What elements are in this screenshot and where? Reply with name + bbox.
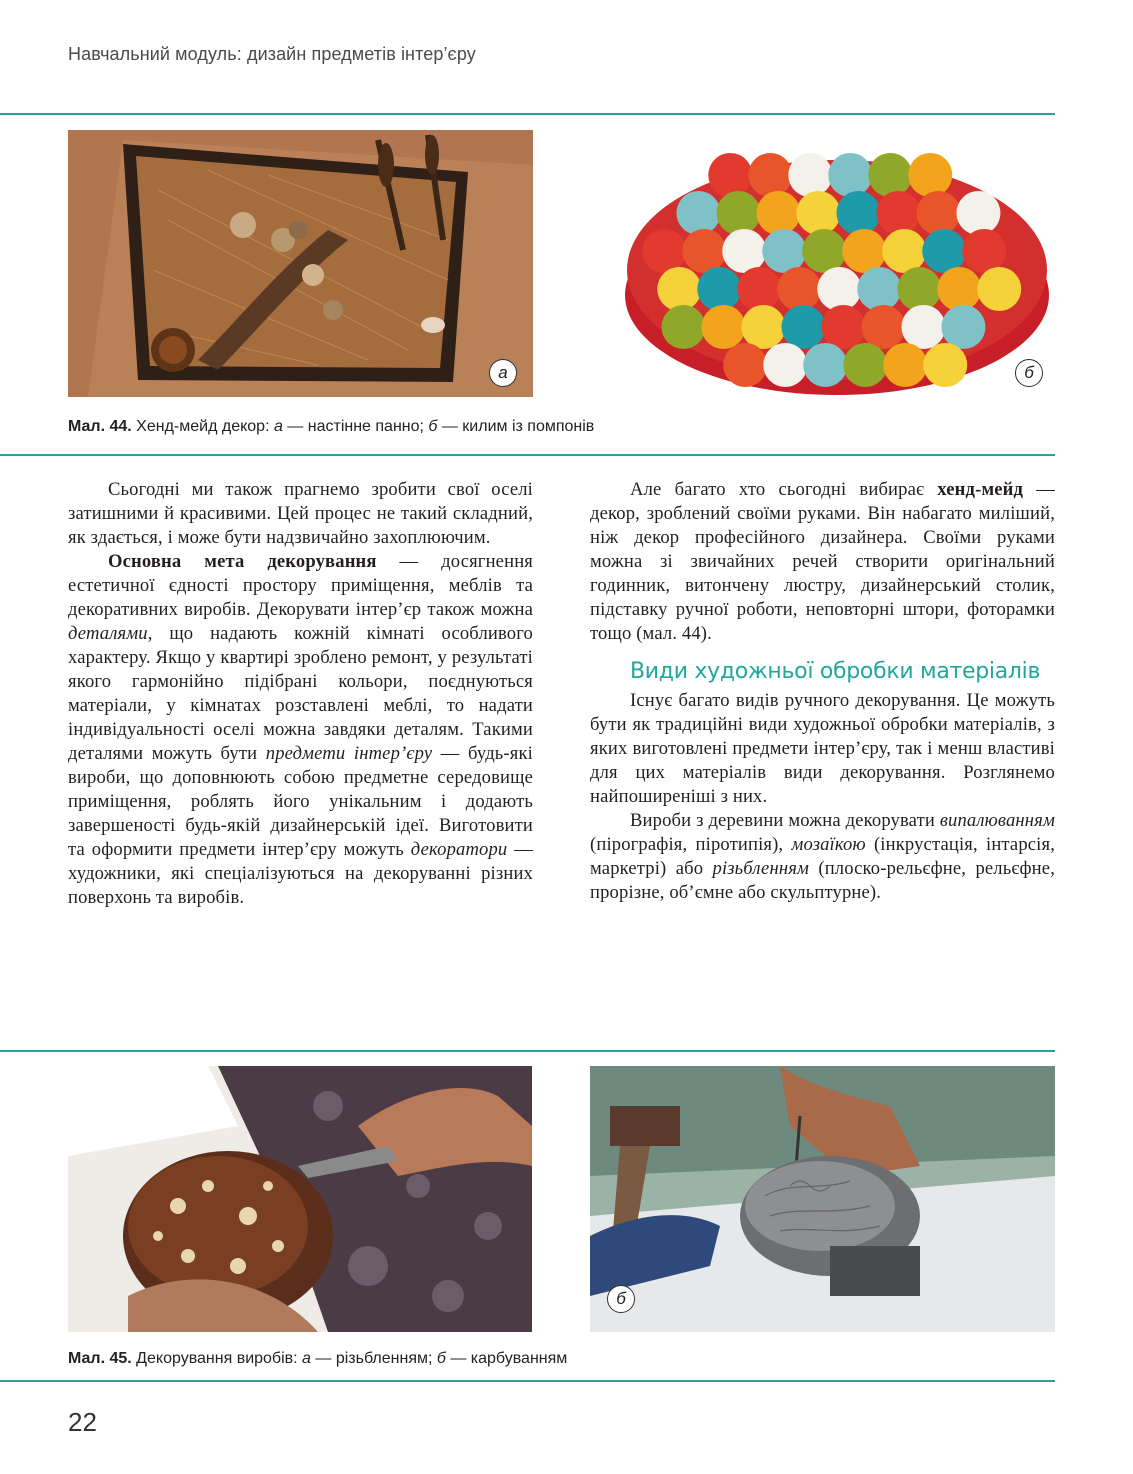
pompom [803, 343, 847, 387]
caption-text: — килим із помпонів [437, 418, 595, 435]
caption-number: Мал. 45. [68, 1350, 132, 1367]
text-run: — досягнення естетичної єдності простору приміщення, меблів та декоративних виробів. Декорувати інтер’єр також можна [68, 551, 533, 620]
figure-45-caption [68, 1350, 567, 1368]
pompom [796, 191, 840, 235]
text-run: — будь-які вироби, що доповнюють собою предметне середовище приміщення, роблять його унікальним і додають завершеності будь-якій дизайнерській ідеї. Виготовити та оформити предмети інтер’єру можуть [68, 743, 533, 860]
pompom [657, 267, 701, 311]
pompom [821, 305, 865, 349]
italic-term: мозаїкою [791, 834, 866, 855]
pompom [756, 191, 800, 235]
pompom [661, 305, 705, 349]
caption-text: — настінне панно; [282, 418, 429, 435]
paragraph [590, 809, 1055, 905]
left-column [68, 478, 533, 910]
pompom [977, 267, 1021, 311]
top-rule [0, 113, 1055, 115]
pompom [716, 191, 760, 235]
paragraph: Сьогодні ми також прагнемо зробити свої оселі затишними й красивими. Цей процес не такий складний, як здається, і може бути надзвичайно захоплюючим. [68, 479, 533, 548]
pompom [802, 229, 846, 273]
pompom [741, 305, 785, 349]
text-run: (інкрустація, інтарсія, маркетрі) або [590, 834, 1056, 879]
figure-44a-label: а [489, 359, 517, 387]
paragraph: Існує багато видів ручного декорування. Це можуть бути як традиційні види художньої обробки матеріалів, з яких виготовлені предмети інтер’єру, так і менш властиві для цих матеріалів види декорування. Розглянемо найпоширеніші з них. [590, 690, 1055, 807]
pompom [708, 153, 752, 197]
pompom-rug-photo [620, 130, 1055, 397]
pompom [956, 191, 1000, 235]
text-run: — декор, зроблений своїми руками. Він набагато миліший, ніж декор професійного дизайнера. Своїми руками можна зі звичайних речей створити оригінальний годинник, витончену люстру, дизайнерський столик, підставку ручної роботи, неповторні штори, фоторамки тощо (мал. 44). [590, 479, 1055, 644]
italic-term: предмети інтер’єру [265, 743, 433, 764]
pompom [876, 191, 920, 235]
caption-letter: а [302, 1350, 311, 1367]
pompom [843, 343, 887, 387]
pompom [861, 305, 905, 349]
pompom [962, 229, 1006, 273]
text-run: (пірографія, піротипія), [590, 834, 792, 855]
pompom [788, 153, 832, 197]
bold-term: Основна мета декорування [108, 551, 377, 572]
pompom [901, 305, 945, 349]
figure-44b-label: б [1015, 359, 1043, 387]
pompom [842, 229, 886, 273]
pompom [882, 229, 926, 273]
pompom [642, 229, 686, 273]
carving-photo [68, 1066, 532, 1332]
pompom [817, 267, 861, 311]
pompom [676, 191, 720, 235]
pompom [762, 229, 806, 273]
pompom [916, 191, 960, 235]
pompom [737, 267, 781, 311]
pompom [723, 343, 767, 387]
pompom [883, 343, 927, 387]
pompom [897, 267, 941, 311]
text-run: , що надають кожній кімнаті особливого характеру. Якщо у квартирі зроблено ремонт, у результаті якого гармонійно підібрані кольори, поєднуються матеріали, у кімнатах розставлені меблі, то надати індивідуальності оселі можна завдяки деталям. Такими деталями можуть бути [68, 623, 533, 764]
italic-term: різьбленням [712, 858, 810, 879]
pompom [908, 153, 952, 197]
text-run: — художники, які спеціалізуються на декоруванні різних поверхонь та виробів. [68, 839, 533, 908]
running-head: Навчальний модуль: дизайн предметів інтер’єру [68, 44, 476, 64]
italic-term: деталями [68, 623, 148, 644]
pompom [763, 343, 807, 387]
caption-letter: б [428, 418, 438, 435]
italic-term: декоратори [410, 839, 508, 860]
pompom [923, 343, 967, 387]
caption-letter: б [436, 1350, 446, 1367]
caption-letter: а [273, 418, 283, 435]
paragraph [68, 550, 533, 910]
wall-panel-photo [68, 130, 533, 397]
text-run: (плоско-рельєфне, рельєфне, прорізне, об’ємне або скульптурне). [590, 858, 1055, 903]
pompom [828, 153, 872, 197]
figure-44-caption [68, 418, 594, 436]
pompom [857, 267, 901, 311]
pompom [941, 305, 985, 349]
pompom [868, 153, 912, 197]
section-heading: Види художньої обробки матеріалів [630, 659, 1041, 684]
pompom [682, 229, 726, 273]
pompom [836, 191, 880, 235]
pompom [781, 305, 825, 349]
text-run: Але багато хто сьогодні вибирає [630, 479, 938, 500]
bottom-rule [0, 1380, 1055, 1382]
caption-text: Декорування виробів: [131, 1350, 303, 1367]
middle-top-rule [0, 454, 1055, 456]
caption-text: Хенд-мейд декор: [131, 418, 274, 435]
middle-bottom-rule [0, 1050, 1055, 1052]
page-number: 22 [68, 1407, 97, 1437]
italic-term: випалюванням [939, 810, 1055, 831]
caption-number: Мал. 44. [68, 418, 132, 435]
pompom [701, 305, 745, 349]
pompom [777, 267, 821, 311]
right-column [590, 478, 1055, 905]
pompom [937, 267, 981, 311]
caption-text: — різьбленням; [310, 1350, 437, 1367]
figure-45b-label: б [607, 1285, 635, 1313]
pompom [697, 267, 741, 311]
chasing-photo [590, 1066, 1055, 1332]
pompom [722, 229, 766, 273]
pompom [748, 153, 792, 197]
bold-term: хенд-мейд [937, 479, 1024, 500]
caption-text: — карбуванням [445, 1350, 568, 1367]
pompom [922, 229, 966, 273]
paragraph [590, 478, 1055, 646]
text-run: Вироби з деревини можна декорувати [630, 810, 940, 831]
